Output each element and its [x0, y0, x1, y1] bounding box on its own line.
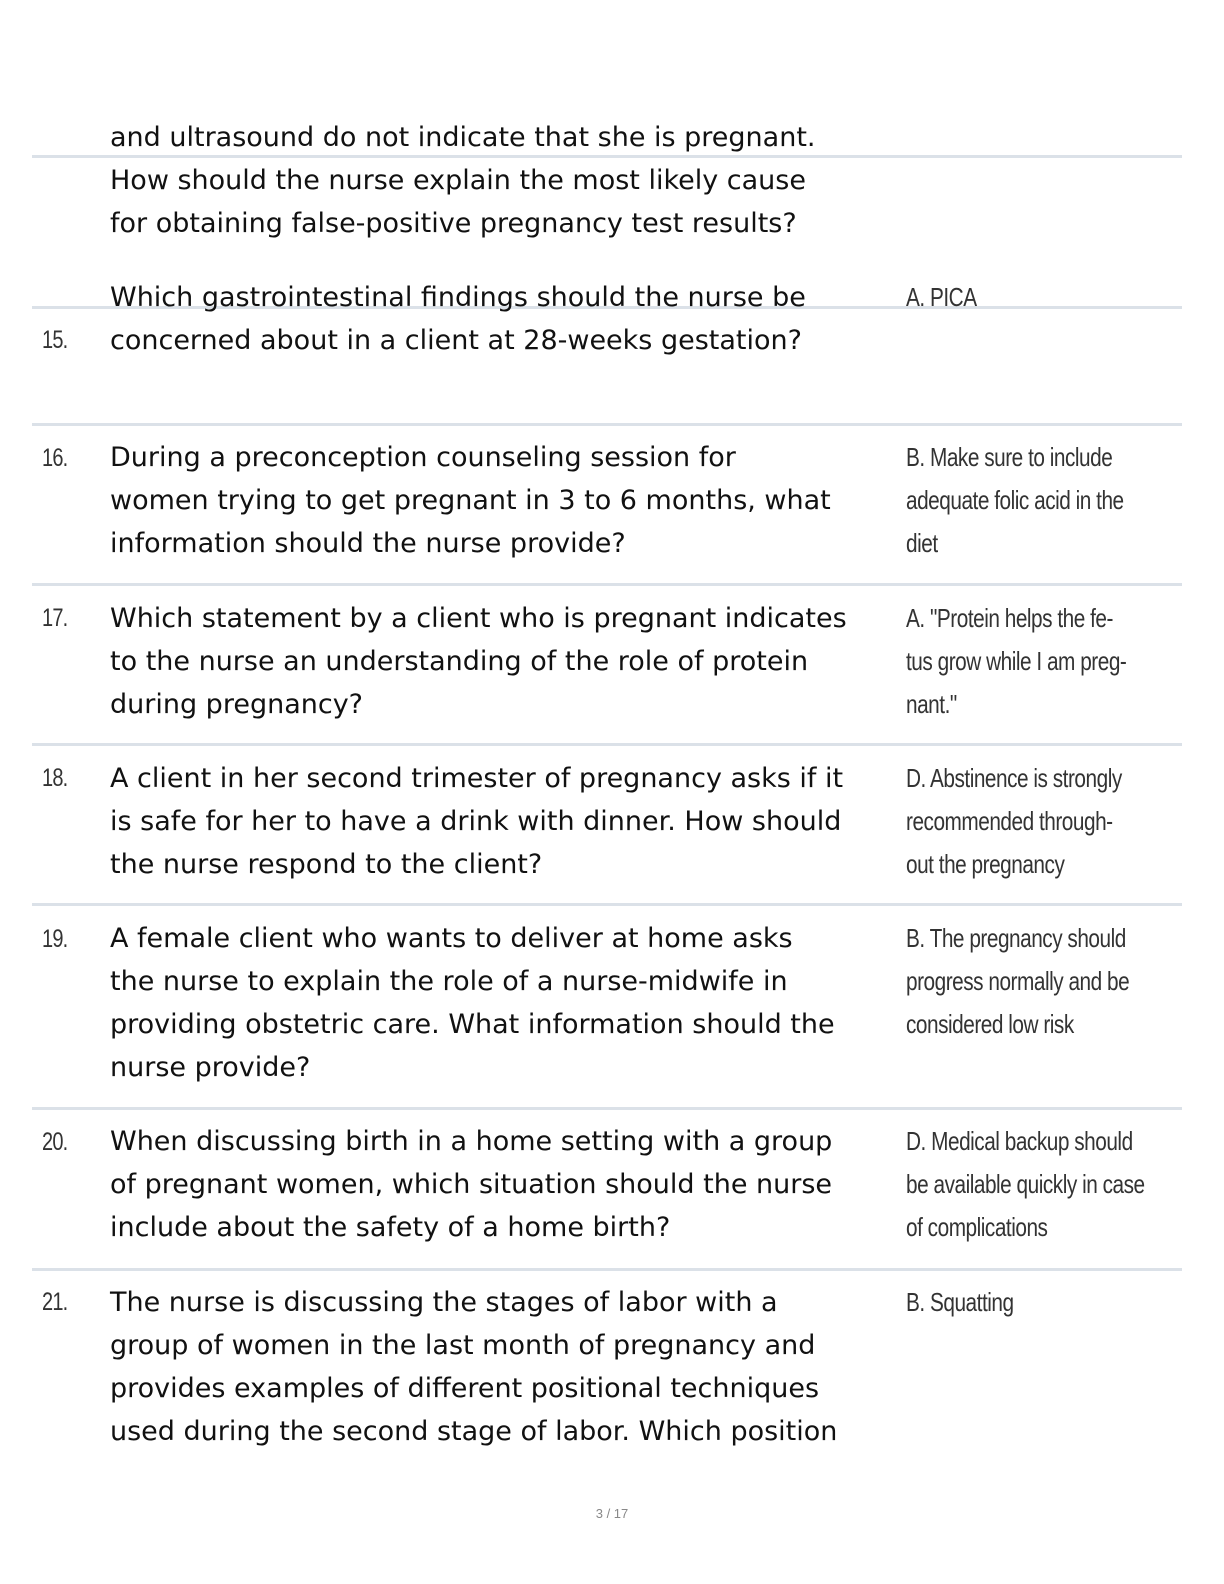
- question-line: A client in her second trimester of pregnancy asks if it: [110, 763, 844, 794]
- answer-line: A. "Protein helps the fe-: [906, 603, 1113, 633]
- row-divider: [32, 1107, 1182, 1110]
- question-line: How should the nurse explain the most likely cause: [110, 165, 806, 196]
- question-line: include about the safety of a home birth?: [110, 1212, 671, 1243]
- answer-text: [906, 1281, 1170, 1324]
- question-line: women trying to get pregnant in 3 to 6 months, what: [110, 485, 831, 516]
- answer-line: out the pregnancy: [906, 849, 1065, 879]
- question-number: 19.: [42, 925, 68, 953]
- question-line: A female client who wants to deliver at home asks: [110, 923, 793, 954]
- question-line: Which statement by a client who is pregnant indicates: [110, 603, 847, 634]
- answer-line: considered low risk: [906, 1009, 1074, 1039]
- question-line: Which gastrointestinal findings should the nurse be: [110, 282, 806, 313]
- question-line: the nurse respond to the client?: [110, 849, 543, 880]
- question-line: information should the nurse provide?: [110, 528, 626, 559]
- answer-line: adequate folic acid in the: [906, 485, 1124, 515]
- answer-line: be available quickly in case: [906, 1169, 1145, 1199]
- question-line: nurse provide?: [110, 1052, 311, 1083]
- question-text: [110, 597, 910, 726]
- question-text: [110, 757, 910, 886]
- question-line: of pregnant women, which situation should the nurse: [110, 1169, 833, 1200]
- answer-line: tus grow while I am preg-: [906, 646, 1127, 676]
- question-line: group of women in the last month of pregnancy and: [110, 1330, 816, 1361]
- answer-text: [906, 917, 1170, 1046]
- question-text: [110, 276, 910, 362]
- answer-line: B. The pregnancy should: [906, 923, 1126, 953]
- question-line: During a preconception counseling session for: [110, 442, 736, 473]
- continued-question-text: [110, 116, 910, 245]
- answer-line: D. Medical backup should: [906, 1126, 1133, 1156]
- question-number: 16.: [42, 444, 68, 472]
- answer-line: D. Abstinence is strongly: [906, 763, 1122, 793]
- answer-line: recommended through-: [906, 806, 1113, 836]
- question-line: used during the second stage of labor. Which position: [110, 1416, 838, 1447]
- question-text: [110, 436, 910, 565]
- answer-text: [906, 597, 1170, 726]
- question-line: When discussing birth in a home setting with a group: [110, 1126, 833, 1157]
- row-divider: [32, 743, 1182, 746]
- row-divider: [32, 1268, 1182, 1271]
- answer-text: [906, 1120, 1170, 1249]
- answer-line: B. Squatting: [906, 1287, 1014, 1317]
- answer-text: [906, 436, 1170, 565]
- question-line: the nurse to explain the role of a nurse-midwife in: [110, 966, 788, 997]
- question-number: 21.: [42, 1288, 68, 1316]
- answer-text: [906, 757, 1170, 886]
- answer-text: [906, 276, 1170, 319]
- question-line: provides examples of different positional techniques: [110, 1373, 820, 1404]
- answer-line: diet: [906, 528, 938, 558]
- answer-line: B. Make sure to include: [906, 442, 1113, 472]
- question-line: during pregnancy?: [110, 689, 364, 720]
- question-text: [110, 1120, 910, 1249]
- question-text: [110, 1281, 910, 1453]
- question-line: providing obstetric care. What information should the: [110, 1009, 835, 1040]
- question-number: 17.: [42, 604, 68, 632]
- question-line: to the nurse an understanding of the role of protein: [110, 646, 809, 677]
- answer-line: of complications: [906, 1212, 1048, 1242]
- answer-line: A. PICA: [906, 282, 977, 312]
- question-line: concerned about in a client at 28-weeks gestation?: [110, 325, 802, 356]
- row-divider: [32, 423, 1182, 426]
- question-text: [110, 917, 910, 1089]
- page-indicator: 3 / 17: [595, 1506, 629, 1521]
- question-line: is safe for her to have a drink with dinner. How should: [110, 806, 842, 837]
- question-number: 18.: [42, 764, 68, 792]
- question-number: 20.: [42, 1128, 68, 1156]
- question-line: for obtaining false-positive pregnancy test results?: [110, 208, 797, 239]
- row-divider: [32, 903, 1182, 906]
- answer-line: progress normally and be: [906, 966, 1130, 996]
- question-line: and ultrasound do not indicate that she is pregnant.: [110, 122, 816, 153]
- question-line: The nurse is discussing the stages of labor with a: [110, 1287, 778, 1318]
- row-divider: [32, 583, 1182, 586]
- question-number: 15.: [42, 326, 68, 354]
- answer-line: nant.": [906, 689, 957, 719]
